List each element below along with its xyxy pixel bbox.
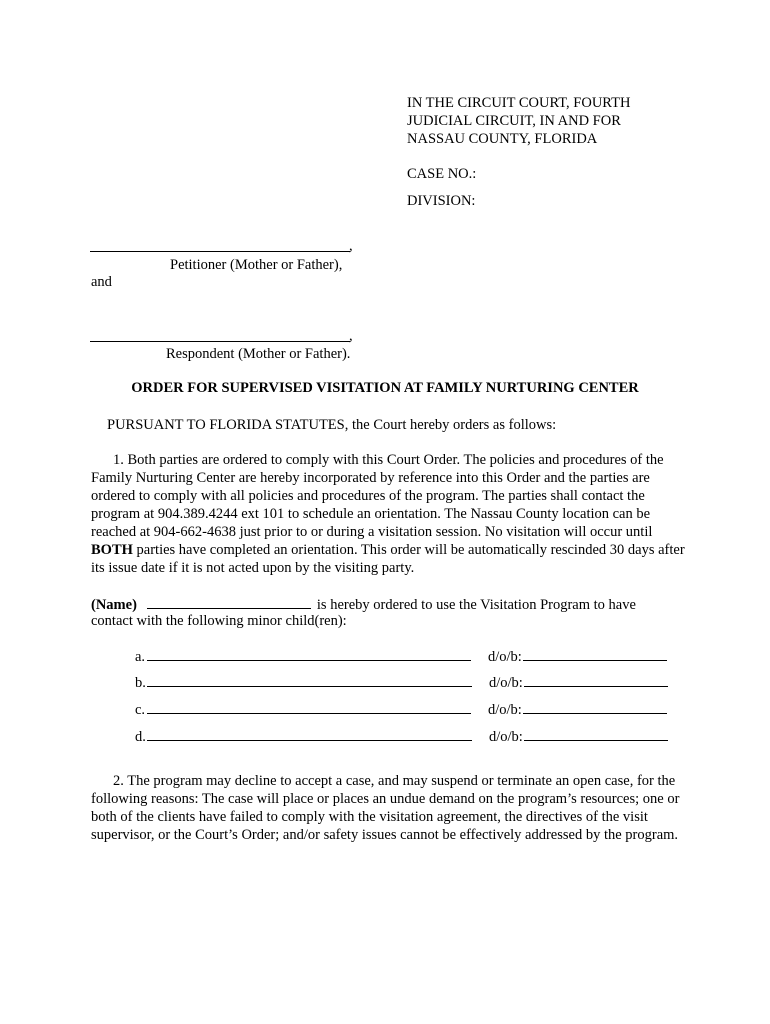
- name-clause-line-1: [91, 594, 636, 614]
- dob-line[interactable]: [523, 713, 667, 714]
- petitioner-name-line[interactable]: [90, 251, 350, 252]
- visiting-party-name-line[interactable]: [147, 594, 311, 609]
- dob-line[interactable]: [524, 686, 668, 687]
- paragraph-2: 2. The program may decline to accept a case, and may suspend or terminate an open case, for the following reasons: The case will place or places an undue demand on the program’s resources; one or both of the clients have failed to comply with the visitation agreement, the directives of the visit supervisor, or the Court’s Order; and/or safety issues cannot be effectively addressed by the program.: [91, 773, 680, 843]
- court-line-2: JUDICIAL CIRCUIT, IN AND FOR: [407, 113, 621, 129]
- name-clause-text-1: is hereby ordered to use the Visitation Program to have: [316, 597, 636, 613]
- paragraph-1-text-a: 1. Both parties are ordered to comply with this Court Order. The policies and procedures of the Family Nurturing Center are hereby incorporated by reference into this Order and the parties are ordered to comply with all policies and procedures of the program. The parties shall contact the program at 904.389.4244 ext 101 to schedule an orientation. The Nassau County location can be reached at 904-662-4638 just prior to or during a visitation session. No visitation will occur until: [91, 452, 664, 540]
- child-letter: d.: [135, 729, 146, 745]
- petitioner-label: Petitioner (Mother or Father),: [170, 257, 343, 273]
- respondent-label: Respondent (Mother or Father).: [166, 346, 351, 362]
- name-clause-line-2: contact with the following minor child(ren):: [91, 613, 347, 629]
- petitioner-comma: ,: [349, 238, 353, 254]
- court-line-3: NASSAU COUNTY, FLORIDA: [407, 131, 598, 147]
- and-text: and: [91, 274, 112, 290]
- respondent-comma: ,: [349, 328, 353, 344]
- child-row: [135, 701, 675, 721]
- name-label: (Name): [91, 597, 137, 613]
- dob-label: d/o/b:: [489, 675, 523, 691]
- child-letter: b.: [135, 675, 146, 691]
- dob-label: d/o/b:: [488, 649, 522, 665]
- child-row: [135, 728, 675, 748]
- paragraph-1: [91, 451, 691, 577]
- child-row: [135, 674, 675, 694]
- order-title: ORDER FOR SUPERVISED VISITATION AT FAMILY NURTURING CENTER: [131, 380, 639, 396]
- dob-line[interactable]: [524, 740, 668, 741]
- child-letter: a.: [135, 649, 146, 665]
- division-label: DIVISION:: [407, 193, 476, 209]
- child-name-line[interactable]: [147, 740, 472, 741]
- intro-text: PURSUANT TO FLORIDA STATUTES, the Court hereby orders as follows:: [107, 417, 557, 433]
- case-number-label: CASE NO.:: [407, 166, 477, 182]
- dob-line[interactable]: [523, 660, 667, 661]
- respondent-name-line[interactable]: [90, 341, 350, 342]
- court-line-1: IN THE CIRCUIT COURT, FOURTH: [407, 95, 631, 111]
- paragraph-1-text-b: parties have completed an orientation. This order will be automatically rescinded 30 days after its issue date if it is not acted upon by the visiting party.: [91, 542, 685, 576]
- child-name-line[interactable]: [147, 686, 472, 687]
- court-caption: [407, 94, 630, 148]
- dob-label: d/o/b:: [488, 702, 522, 718]
- child-row: [135, 648, 675, 668]
- child-name-line[interactable]: [147, 660, 471, 661]
- child-letter: c.: [135, 702, 146, 718]
- dob-label: d/o/b:: [489, 729, 523, 745]
- child-name-line[interactable]: [147, 713, 471, 714]
- paragraph-1-bold: BOTH: [91, 542, 133, 558]
